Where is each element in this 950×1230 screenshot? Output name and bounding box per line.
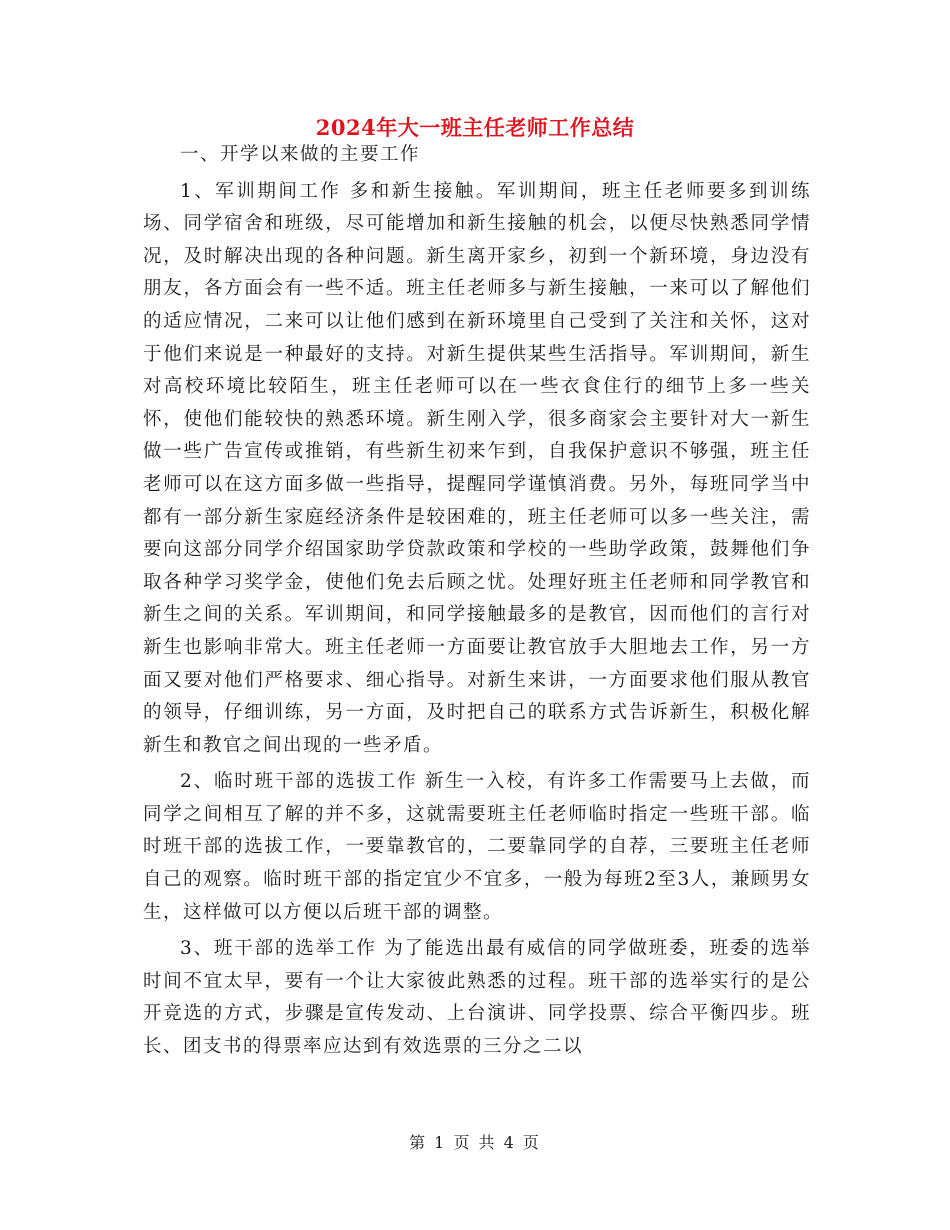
document-title: 2024年大一班主任老师工作总结 — [315, 115, 635, 140]
page-number-footer: 第 1 页 共 4 页 — [409, 1133, 541, 1152]
section-heading: 一、开学以来做的主要工作 — [180, 144, 421, 165]
paragraph-military-training: 1、军训期间工作 多和新生接触。军训期间，班主任老师要多到训练场、同学宿舍和班级，尽可能增加和新生接触的机会，以便尽快熟悉同学情况，及时解决出现的各种问题。新生离开家乡，初到一个新环境，身边没有朋友，各方面会有一些不适。班主任老师多与新生接触，一来可以了解他们的适应情况，二来可以让他们感到在新环境里自己受到了关注和关怀，这对于他们来说是一种最好的支持。对新生提供某些生活指导。军训期间，新生对高校环境比较陌生，班主任老师可以在一些衣食住行的细节上多一些关怀，使他们能较快的熟悉环境。新生刚入学，很多商家会主要针对大一新生做一些广告宣传或推销，有些新生初来乍到，自我保护意识不够强，班主任老师可以在这方面多做一些指导，提醒同学谨慎消费。另外，每班同学当中都有一部分新生家庭经济条件是较困难的，班主任老师可以多一些关注，需要向这部分同学介绍国家助学贷款政策和学校的一些助学政策，鼓舞他们争取各种学习奖学金，使他们免去后顾之忧。处理好班主任老师和同学教官和新生之间的关系。军训期间，和同学接触最多的是教官，因而他们的言行对新生也影响非常大。班主任老师一方面要让教官放手大胆地去工作，另一方面又要对他们严格要求、细心指导。对新生来讲，一方面要求他们服从教官的领导，仔细训练，另一方面，及时把自己的联系方式告诉新生，积极化解新生和教官之间出现的一些矛盾。 — [143, 180, 811, 756]
document-body — [143, 139, 811, 1064]
paragraph-temporary-cadres: 2、临时班干部的选拔工作 新生一入校，有许多工作需要马上去做，而同学之间相互了解的并不多，这就需要班主任老师临时指定一些班干部。临时班干部的选拔工作，一要靠教官的，二要靠同学的自荐，三要班主任老师自己的观察。临时班干部的指定宜少不宜多，一般为每班2至3人，兼顾男女生，这样做可以方便以后班干部的调整。 — [143, 771, 811, 923]
paragraph-cadre-election: 3、班干部的选举工作 为了能选出最有威信的同学做班委，班委的选举时间不宜太早，要有一个让大家彼此熟悉的过程。班干部的选举实行的是公开竞选的方式，步骤是宣传发动、上台演讲、同学投票、综合平衡四步。班长、团支书的得票率应达到有效选票的三分之二以 — [143, 938, 811, 1058]
